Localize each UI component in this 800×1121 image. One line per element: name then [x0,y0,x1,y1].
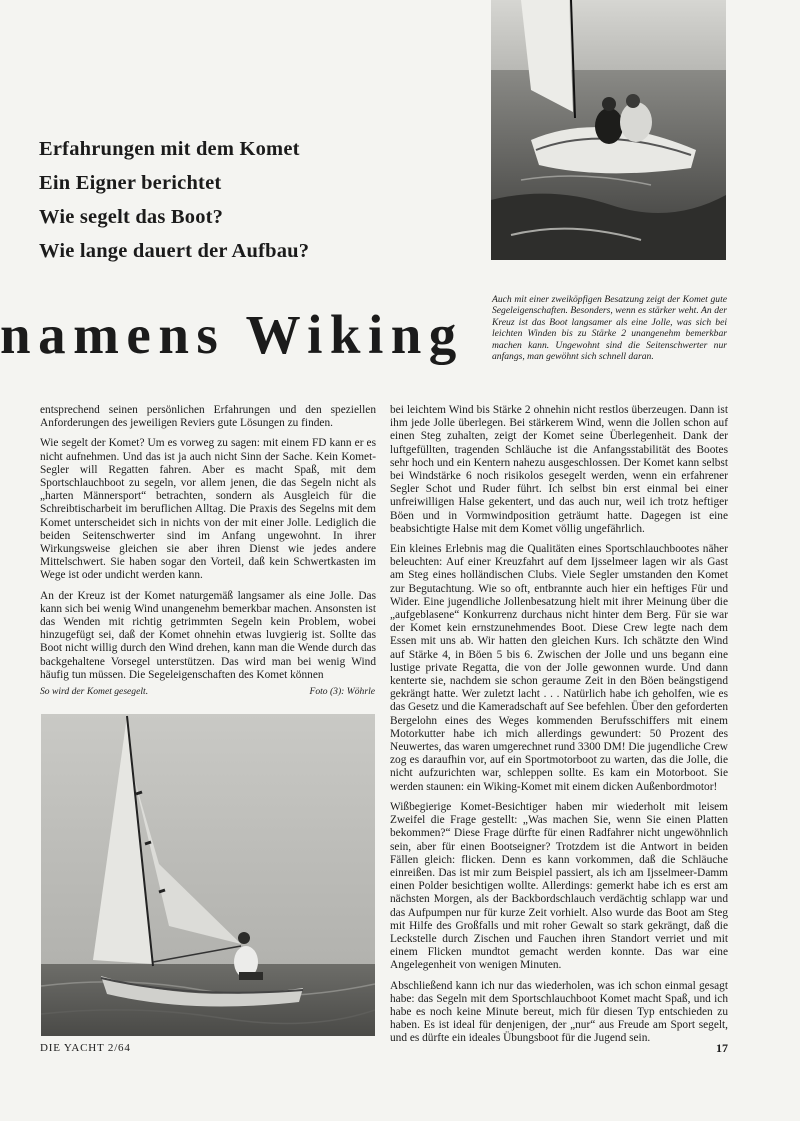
paragraph: Abschließend kann ich nur das wiederholen, was ich schon einmal gesagt habe: das Segeln mit dem Sportschlauchboot Komet macht Spaß, und ich habe es noch keine Minute bereut, mich für diesen Typ entschieden zu haben. Es ist ideal für denjenigen, der „nur“ aus Freude am Sport segelt, und es dürfte ein ideales Übungsboot für die Jugend sein. [390,979,728,1045]
paragraph: entsprechend seinen persönlichen Erfahrungen und den speziellen Anforderungen des jeweiligen Reviers gute Lösungen zu finden. [40,404,376,430]
paragraph: Ein kleines Erlebnis mag die Qualitäten eines Sportschlauchbootes näher beleuchten: Auf einer Kreuzfahrt auf dem Ijsselmeer lagen wir als Gast am Steg eines holländischen Clubs. Viele Segler umstanden den Komet zur Begutachtung. Wie so oft, entbrannte auch hier ein heftiges Für und Wider. Eine jugendliche Jollenbesatzung hielt mit ihrer Meinung über die „aufgeblasene“ Konkurrenz durchaus nicht hinter dem Berg. Für sie war der Komet kein ernstzunehmendes Boot. Diese Crew legte nach dem Essen mit uns ab. Wir hatten den gleichen Kurs. Ich schätzte den Wind auf Stärke 4, in Böen 5 bis 6. Zwischen der Jolle und uns begann eine lustige private Regatta, die von der Jolle gewonnen wurde. Und dann kenterte sie, nachdem sie schon geraume Zeit in den Böen beängstigend gekrängt hatte. Wer zuletzt lacht . . . Natürlich habe ich geholfen, wie es das Gesetz und die Kameradschaft auf See befehlen. Über den geforderten Bergelohn eines des Weges kommenden Berufsschiffers mit einem Motorkutter habe ich mich allerdings gewundert: 50 Prozent des Neuwertes, das waren umgerechnet rund 3300 DM! Die jugendliche Crew zog es daraufhin vor, auf ein Sportmotorboot zu warten, das die Jolle, die nicht aufzurichten war, schleppen sollte. Es kam ein Motorboot. Sie werden staunen: ein Wiking-Komet mit einem dicken Außenbordmotor! [390,543,728,793]
page-number: 17 [716,1041,728,1055]
photo-sailing-boat [41,714,375,1036]
headline-line-1: Erfahrungen mit dem Komet [39,138,300,160]
paragraph: Wißbegierige Komet-Besichtiger haben mir wiederholt mit leisem Zweifel die Frage gestellt: „Was machen Sie, wenn Sie einen Platten bekommen?“ Diese Frage dürfte für einen Radfahrer nicht ungewöhnlich sein, aber für einen Bootseigner? Trotzdem ist die Antwort in beiden Fällen gleich: flicken. Denn es kann vorkommen, daß die Schläuche einreißen. Das ist mir zum Beispiel passiert, als ich am Ijsselmeer-Damm einen Polder besichtigen wollte. Allerdings: gemerkt habe ich es erst am nächsten Morgen, als der Backbordschlauch verdächtig schlapp war und das Aufpumpen nur für kurze Zeit vorhielt. Also wurde das Boot am Steg mit Hilfe des Großfalls und mit roher Gewalt so stark gekrängt, daß die Leckstelle durch Zischen und Fauchen ihren Standort verriet und mit einem Flicken mundtot gemacht werden konnte. Das war eine Angelegenheit von wenigen Minuten. [390,800,728,972]
article-column-1 [40,404,376,689]
headline-line-2: Ein Eigner berichtet [39,172,222,194]
headline [39,132,469,268]
footer-magazine: DIE YACHT 2/64 [40,1042,131,1054]
article-column-2 [390,404,728,1053]
paragraph: An der Kreuz ist der Komet naturgemäß langsamer als eine Jolle. Das kann sich bei wenig Wind unangenehm bemerkbar machen. Ansonsten ist das Wenden mit richtig getrimmten Segeln kein Problem, wobei hinzugefügt sei, daß der Komet ohnehin etwas luvgierig ist. Sollte das Boot nicht willig durch den Wind drehen, kann man die Wende durch das backgehaltene Vorsegel unterstützen. Das wird man bei wenig Wind häufig tun müssen. Die Segeleigenschaften des Komet können [40,589,376,681]
photo-top-right [491,0,726,260]
headline-line-4: Wie lange dauert der Aufbau? [39,240,310,262]
paragraph: Wie segelt der Komet? Um es vorweg zu sagen: mit einem FD kann er es nicht aufnehmen. Und das ist ja auch nicht Sinn der Sache. Kein Komet-Segler will Regatten fahren. Aber es macht Spaß, mit dem Sportschlauchboot zu segeln, vor allem jenen, die das Segeln nicht als „harten Männersport“ betrachten, sondern als Ausgleich für die Schreibtischarbeit im beruflichen Alltag. Die Praxis des Segelns mit dem Komet unterscheidet sich in nichts von der mit einer Jolle. Lediglich die beiden Seitenschwerter sind im Anfang ungewohnt. In ihrer Wirkungsweise gleichen sie aber ihren Dienst wie jedes andere Mittelschwert. Sie haben sogar den Vorteil, daß kein Schwertkasten im Wege ist oder undicht werden kann. [40,437,376,582]
photo-credit: Foto (3): Wöhrle [309,686,375,697]
photo-caption-left-row [40,686,375,697]
article-title: namens Wiking [0,304,464,365]
photo-caption-left: So wird der Komet gesegelt. [40,686,149,697]
headline-line-3: Wie segelt das Boot? [39,206,224,228]
paragraph: bei leichtem Wind bis Stärke 2 ohnehin nicht restlos überzeugen. Dann ist ihm jede Jolle überlegen. Bei stärkerem Wind, wenn die Jollen schon auf einen Steg zuhalten, zeigt der Komet seine Überlegenheit. Dank der luftgefüllten, tragenden Schläuche ist die Anfangsstabilität des Bootes sehr hoch und ein Kentern nahezu ausgeschlossen. Der Komet kann selbst bei Windstärke 6 noch risikolos gesegelt werden, wenn ein erfahrener Segler Schot und Ruder führt. Ich selbst bin erst einmal bei einer unfreiwilligen Halse gekentert, und das auch nur, weil ich trotz heftiger Böen und in Vormwindposition geträumt hatte. Dagegen ist eine beabsichtigte Halse mit dem Komet völlig ungefährlich. [390,404,728,535]
photo-caption-top: Auch mit einer zweiköpfigen Besatzung zeigt der Komet gute Segeleigenschaften. Besonders, wenn es stärker weht. An der Kreuz ist das Boot langsamer als eine Jolle, was sich bei leichten Winden bis zu Stärke 2 unangenehm bemerkbar machen kann. Ungewohnt sind die Seitenschwerter nur anfangs, man gewöhnt sich schnell daran. [492,294,727,363]
